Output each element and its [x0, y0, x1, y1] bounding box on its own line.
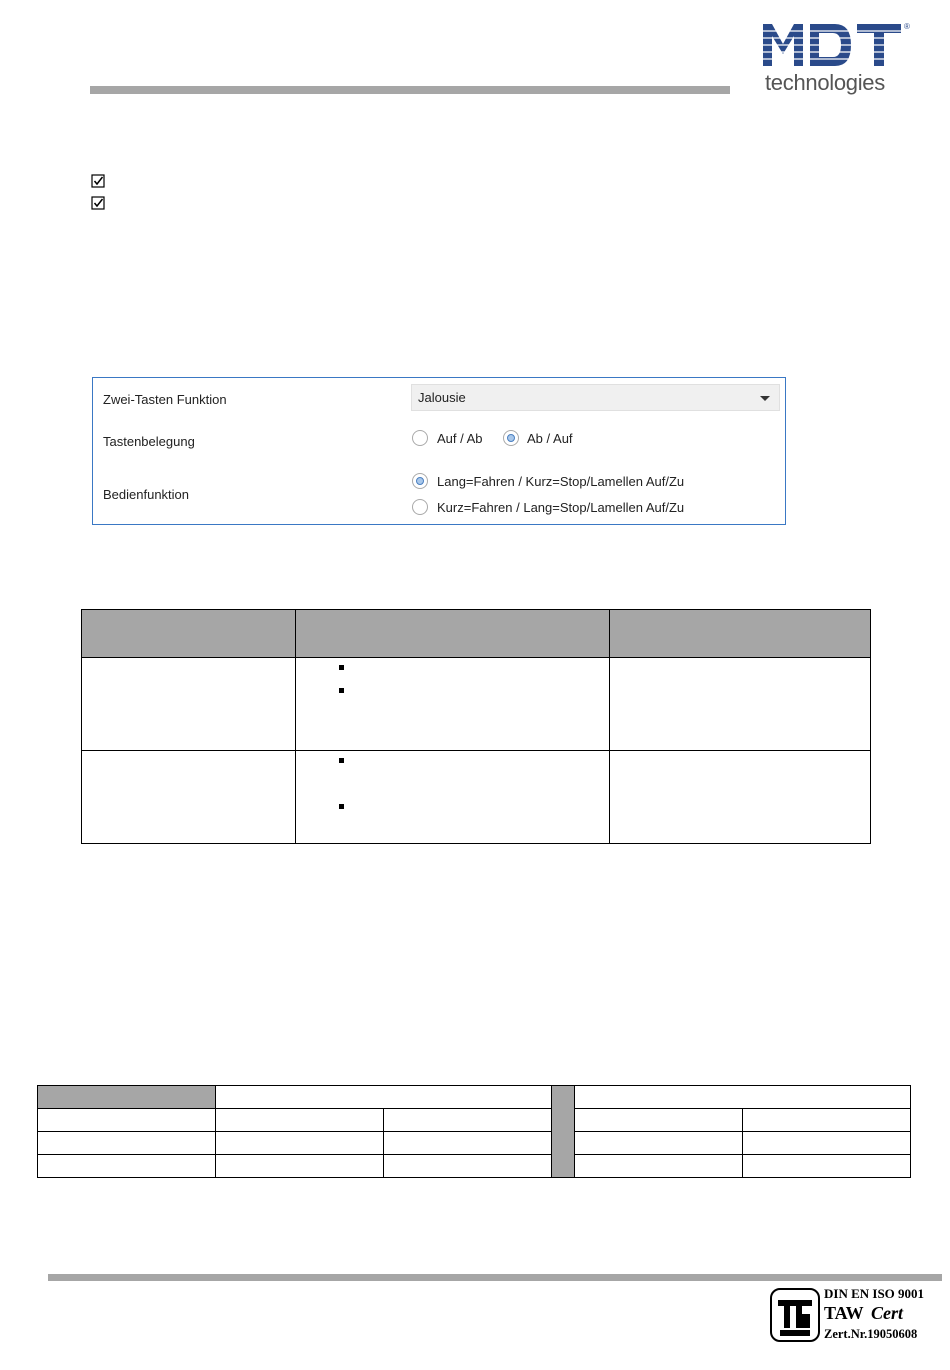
table-cell	[38, 1155, 216, 1178]
table-cell	[610, 751, 871, 844]
table-cell	[38, 1086, 216, 1109]
table-cell	[216, 1086, 552, 1109]
radio-lang-fahren-label: Lang=Fahren / Kurz=Stop/Lamellen Auf/Zu	[437, 474, 685, 489]
square-bullet-icon	[339, 758, 344, 763]
label-zwei-tasten-funktion: Zwei-Tasten Funktion	[103, 392, 227, 407]
table-header-cell	[610, 610, 871, 658]
checked-box-icon	[91, 174, 105, 188]
radio-auf-ab[interactable]	[412, 430, 428, 446]
table-cell	[384, 1155, 552, 1178]
table-row	[82, 658, 871, 751]
table-cell	[82, 658, 296, 751]
cert-standard: DIN EN ISO 9001	[824, 1286, 925, 1301]
table-cell	[384, 1109, 552, 1132]
table-cell	[38, 1132, 216, 1155]
certification-text	[824, 1286, 942, 1346]
table-cell	[296, 751, 610, 844]
table-cell	[575, 1132, 743, 1155]
label-tastenbelegung: Tastenbelegung	[103, 434, 195, 449]
label-bedienfunktion: Bedienfunktion	[103, 487, 190, 502]
radio-kurz-fahren-label: Kurz=Fahren / Lang=Stop/Lamellen Auf/Zu	[437, 500, 685, 515]
radio-lang-fahren[interactable]	[412, 473, 428, 489]
table-cell	[296, 658, 610, 751]
cert-org-italic: Cert	[871, 1303, 904, 1323]
settings-panel	[92, 377, 786, 525]
table-cell	[610, 658, 871, 751]
table-header-row	[82, 610, 871, 658]
table-row	[38, 1109, 911, 1132]
logo-subtitle: technologies	[765, 70, 885, 95]
registered-mark: ®	[904, 22, 910, 31]
footer-rule	[48, 1274, 942, 1281]
mdt-logo	[763, 22, 913, 102]
table-row	[82, 751, 871, 844]
table-row	[38, 1155, 911, 1178]
object-table	[37, 1085, 911, 1178]
radio-ab-auf-label: Ab / Auf	[527, 431, 573, 446]
table-row	[38, 1086, 911, 1109]
function-table	[81, 609, 871, 844]
table-header-cell	[82, 610, 296, 658]
taw-cert-seal-icon	[770, 1288, 820, 1342]
table-divider-cell	[552, 1086, 575, 1178]
chevron-down-icon	[760, 396, 770, 401]
table-header-cell	[296, 610, 610, 658]
table-cell	[216, 1155, 384, 1178]
table-cell	[743, 1132, 911, 1155]
table-cell	[38, 1109, 216, 1132]
mdt-logo-mark	[763, 22, 903, 68]
dropdown-value: Jalousie	[418, 390, 466, 405]
radio-ab-auf[interactable]	[503, 430, 519, 446]
cert-number: Zert.Nr.19050608	[824, 1327, 918, 1341]
table-cell	[216, 1109, 384, 1132]
table-cell	[743, 1155, 911, 1178]
radio-kurz-fahren[interactable]	[412, 499, 428, 515]
zwei-tasten-funktion-dropdown[interactable]	[411, 384, 780, 411]
table-cell	[384, 1132, 552, 1155]
cert-org: TAW	[824, 1303, 864, 1323]
square-bullet-icon	[339, 688, 344, 693]
table-cell	[216, 1132, 384, 1155]
header-rule	[90, 86, 730, 94]
table-cell	[82, 751, 296, 844]
checked-box-icon	[91, 196, 105, 210]
table-row	[38, 1132, 911, 1155]
table-cell	[575, 1155, 743, 1178]
table-cell	[575, 1109, 743, 1132]
radio-auf-ab-label: Auf / Ab	[437, 431, 483, 446]
square-bullet-icon	[339, 665, 344, 670]
table-cell	[743, 1109, 911, 1132]
table-cell	[575, 1086, 911, 1109]
square-bullet-icon	[339, 804, 344, 809]
